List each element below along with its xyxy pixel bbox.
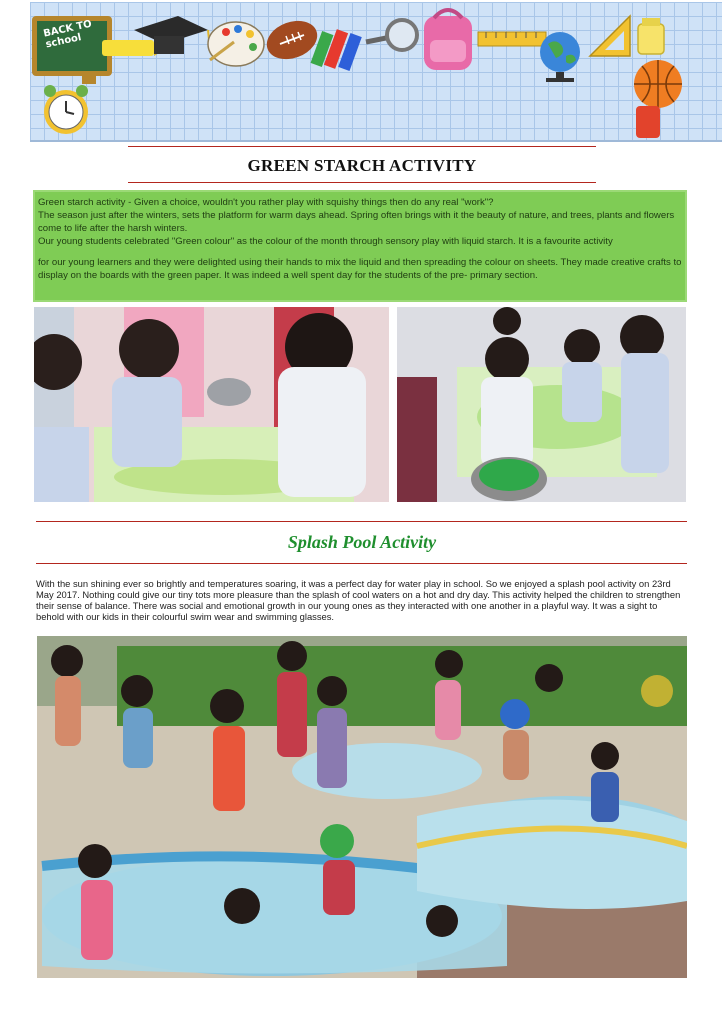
photo-children-around-green-bowl	[397, 307, 686, 502]
paint-palette-icon	[208, 22, 264, 66]
chalkboard-text: BACK TO school	[42, 18, 93, 51]
header-banner	[30, 2, 722, 142]
green-starch-text-box	[33, 190, 687, 302]
green-starch-title: GREEN STARCH ACTIVITY	[247, 156, 477, 175]
splash-rule-top	[36, 521, 687, 522]
title-rule-bottom	[128, 182, 596, 183]
paragraph: Our young students celebrated "Green colour" as the colour of the month through sensory play with liquid starch. It is a favourite activity	[38, 236, 613, 247]
magnifier-icon	[366, 20, 417, 50]
splash-rule-bottom	[36, 563, 687, 564]
splash-pool-text: With the sun shining ever so brightly and temperatures soaring, it was a perfect day for water play in school. So we enjoyed a splash pool activity on 23rd May 2017. Nothing could give our tiny tots more pleasure than the splash of cool waters on a hot and dry day. This activity helped the children to strengthen their sense of balance. There was social and emotional growth in our young ones as they interacted with one another in a playful way. It was a sight to behold with our kids in their colourful swim wear and swimming glasses.	[36, 578, 681, 622]
pencils-icon	[311, 29, 362, 71]
set-square-icon	[590, 16, 630, 56]
banner-art	[30, 2, 722, 140]
paragraph: The season just after the winters, sets the platform for warm days ahead. Spring often brings with it the beauty of nature, and trees, plants and flowers come to life after the harsh winters.	[38, 210, 675, 234]
title-rule-top	[128, 146, 596, 147]
glue-icon	[638, 18, 664, 54]
splash-pool-title: Splash Pool Activity	[287, 532, 437, 552]
paragraph: Green starch activity - Given a choice, wouldn't you rather play with squishy things then do any real "work"?	[38, 197, 494, 208]
paragraph: for our young learners and they were delighted using their hands to mix the liquid and then spreading the colour on sheets. They made creative crafts to display on the boards with the green paper. It was indeed a well spent day for the students of the pre- primary section.	[38, 257, 682, 281]
photo-children-in-splash-pools	[37, 636, 687, 978]
backpack-icon	[424, 10, 472, 70]
photo-children-spreading-green-starch	[34, 307, 389, 502]
ruler-icon	[478, 32, 546, 46]
basketball-icon	[634, 60, 682, 138]
globe-icon	[540, 32, 580, 82]
alarm-clock-icon	[44, 85, 88, 134]
